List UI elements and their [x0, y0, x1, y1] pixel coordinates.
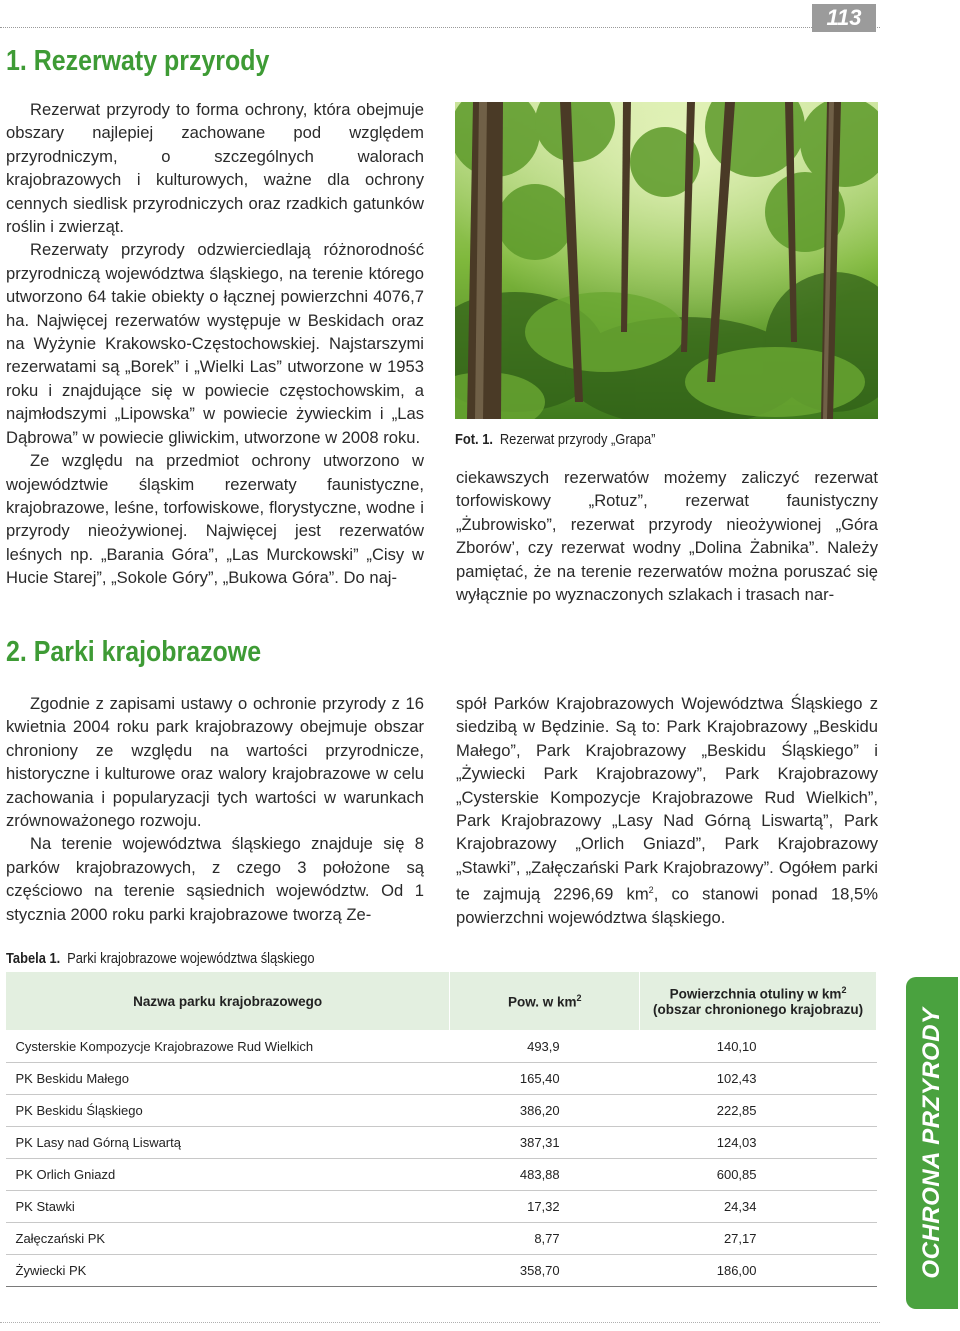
photo-caption-label: Fot. 1.	[455, 431, 493, 448]
parks-paragraph-3-main: spół Parków Krajobrazowych Województwa Śląskiego z siedzibą w Będzinie. Są to: Park Krajobrazowy „Beskidu Małego”, Park Krajobrazowy „Beskidu Śląskiego” i „Żywiecki Park Krajobrazowy”, Park Krajobrazowy „Cysterskie Kompozycje Krajobrazowe Rud Wielkich”, Park Krajobrazowy „Lasy Nad Górną Liswartą”, Park Krajobrazowy „Orlich Gniazd”, Park Krajobrazowy „Stawki”, „Załęczański Park Krajobrazowy”. Ogółem parki te zajmują 2296,69 km	[456, 694, 878, 904]
table-row	[6, 1255, 877, 1287]
cell-park-name: PK Orlich Gniazd	[6, 1159, 450, 1191]
table-caption	[6, 950, 315, 967]
parks-paragraph-3	[456, 692, 878, 930]
header-park-name: Nazwa parku krajobrazowego	[6, 972, 450, 1031]
table-row	[6, 1191, 877, 1223]
section-heading-reserves: 1. Rezerwaty przyrody	[6, 45, 270, 77]
reserves-paragraph-1: Rezerwat przyrody to forma ochrony, która obejmuje obszary najlepiej zachowane pod względem przyrodniczym, o szczególnych walorach krajobrazowych i kulturowych, ważne dla ochrony cennych siedlisk przyrodniczych oraz rzadkich gatunków roślin i zwierząt.	[6, 100, 424, 237]
cell-park-name: PK Stawki	[6, 1191, 450, 1223]
table-caption-label: Tabela 1.	[6, 950, 61, 967]
cell-park-name: Załęczański PK	[6, 1223, 450, 1255]
table-header-row	[6, 972, 877, 1031]
cell-area: 493,9	[450, 1031, 640, 1063]
parks-text-left	[6, 692, 424, 926]
parks-text-right	[456, 692, 878, 930]
table-row	[6, 1159, 877, 1191]
table-row	[6, 1063, 877, 1095]
reserves-text-right	[456, 466, 878, 606]
reserves-paragraph-3: Ze względu na przedmiot ochrony utworzono w województwie śląskim rezerwaty faunistyczne, krajobrazowe, leśne, torfowiskowe, florystyczne, wodne i przyrody nieożywionej. Najwięcej jest rezerwatów leśnych np. „Barania Góra”, „Las Murckowski” „Cisy w Hucie Starej”, „Sokole Góry”, „Bukowa Góra”. Do naj-	[6, 451, 424, 588]
section-heading-parks: 2. Parki krajobrazowe	[6, 636, 262, 668]
header-area	[450, 972, 640, 1031]
cell-area: 386,20	[450, 1095, 640, 1127]
header-buffer-sup: 2	[841, 985, 847, 996]
cell-buffer: 124,03	[640, 1127, 877, 1159]
parks-table	[5, 971, 877, 1287]
cell-area: 358,70	[450, 1255, 640, 1287]
cell-area: 8,77	[450, 1223, 640, 1255]
cell-park-name: Cysterskie Kompozycje Krajobrazowe Rud Wielkich	[6, 1031, 450, 1063]
forest-photo-image	[455, 102, 878, 419]
parks-paragraph-3-end: , co stanowi ponad 18,5% powierzchni województwa śląskiego.	[456, 884, 878, 928]
cell-buffer: 140,10	[640, 1031, 877, 1063]
cell-park-name: PK Beskidu Śląskiego	[6, 1095, 450, 1127]
cell-area: 387,31	[450, 1127, 640, 1159]
cell-area: 483,88	[450, 1159, 640, 1191]
cell-buffer: 600,85	[640, 1159, 877, 1191]
superscript-2: 2	[648, 885, 654, 896]
table-row	[6, 1127, 877, 1159]
cell-buffer: 186,00	[640, 1255, 877, 1287]
parks-paragraph-2: Na terenie województwa śląskiego znajduje się 8 parków krajobrazowych, z czego 3 położone są częściowo na terenie sąsiednich województw. Od 1 stycznia 2000 roku parki krajobrazowe tworzą Ze-	[6, 834, 424, 924]
photo-caption-text: Rezerwat przyrody „Grapa”	[499, 431, 656, 448]
header-buffer-line2: (obszar chronionego krajobrazu)	[653, 1001, 864, 1017]
table-row	[6, 1031, 877, 1063]
header-area-sup: 2	[576, 992, 582, 1003]
table-row	[6, 1095, 877, 1127]
page-number: 113	[812, 4, 876, 32]
cell-buffer: 102,43	[640, 1063, 877, 1095]
cell-area: 165,40	[450, 1063, 640, 1095]
forest-photo	[455, 102, 878, 419]
header-rule	[0, 27, 880, 28]
cell-park-name: Żywiecki PK	[6, 1255, 450, 1287]
table-row	[6, 1223, 877, 1255]
header-buffer-line1: Powierzchnia otuliny w km	[669, 986, 842, 1002]
cell-buffer: 24,34	[640, 1191, 877, 1223]
table-caption-text: Parki krajobrazowe województwa śląskiego	[67, 950, 315, 967]
cell-park-name: PK Beskidu Małego	[6, 1063, 450, 1095]
footer-rule	[0, 1322, 880, 1323]
reserves-text-left	[6, 98, 424, 590]
header-buffer-area	[640, 972, 877, 1031]
section-side-label: OCHRONA PRZYRODY	[918, 1007, 945, 1279]
reserves-paragraph-4: ciekawszych rezerwatów możemy zaliczyć rezerwat torfowiskowy „Rotuz”, rezerwat faunistyczny „Żubrowisko”, rezerwat przyrody nieożywionej „Góra Zborów’, czy rezerwat wodny „Dolina Żabnika”. Należy pamiętać, że na terenie rezerwatów można poruszać się wyłącznie po wyznaczonych szlakach i trasach nar-	[456, 468, 878, 605]
reserves-paragraph-2: Rezerwaty przyrody odzwierciedlają różnorodność przyrodniczą województwa śląskiego, na terenie którego utworzono 64 takie obiekty o łącznej powierzchni 4076,7 ha. Najwięcej rezerwatów występuje w Beskidach oraz na Wyżynie Krakowsko-Częstochowskiej. Najstarszymi rezerwatami są „Borek” i „Wielki Las” utworzone w 1953 roku i znajdujące się w powiecie częstochowskim, a najmłodszymi „Lipowska” w powiecie żywieckim i „Las Dąbrowa” w powiecie gliwickim, utworzone w 2008 roku.	[6, 240, 424, 447]
parks-paragraph-1: Zgodnie z zapisami ustawy o ochronie przyrody z 16 kwietnia 2004 roku park krajobrazowy obejmuje obszar chroniony ze względu na wartości przyrodnicze, historyczne i kulturowe oraz walory krajobrazowe w celu zachowania i popularyzacji tych wartości w warunkach zrównoważonego rozwoju.	[6, 694, 424, 831]
photo-caption	[455, 431, 655, 448]
header-area-label: Pow. w km	[507, 994, 577, 1010]
cell-area: 17,32	[450, 1191, 640, 1223]
cell-buffer: 27,17	[640, 1223, 877, 1255]
cell-buffer: 222,85	[640, 1095, 877, 1127]
cell-park-name: PK Lasy nad Górną Liswartą	[6, 1127, 450, 1159]
